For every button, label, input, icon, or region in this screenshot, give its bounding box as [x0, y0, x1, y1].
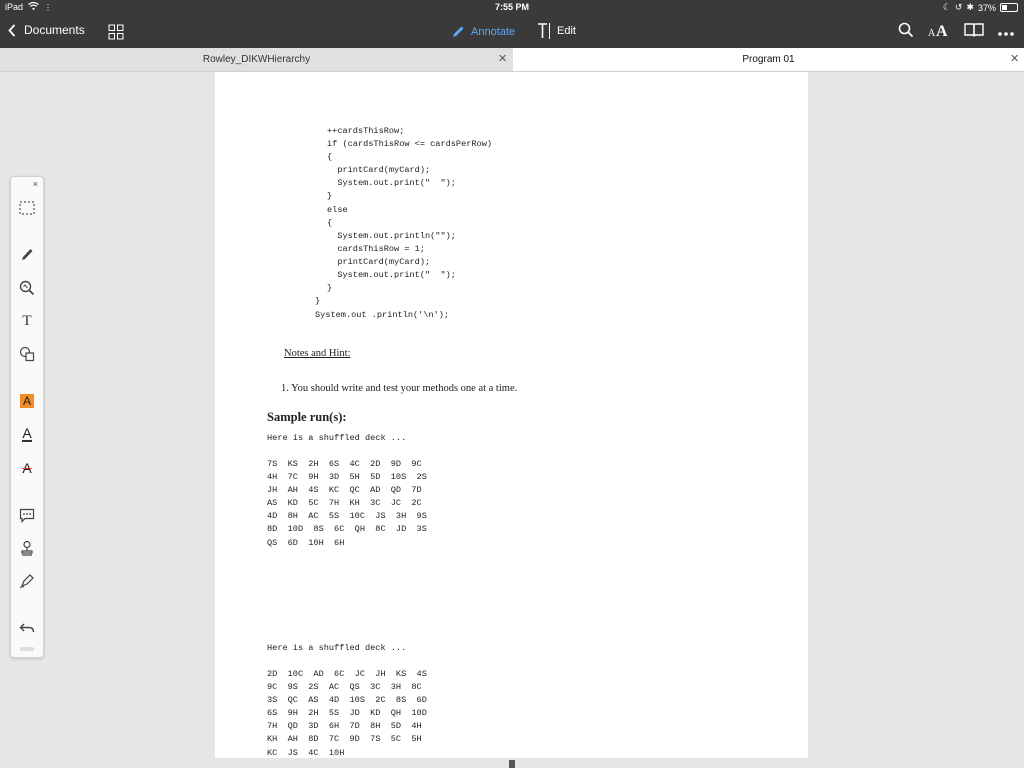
- pdf-page[interactable]: [215, 72, 808, 762]
- highlight-icon: A: [20, 394, 34, 408]
- more-icon: [998, 31, 1014, 37]
- comment-icon: [19, 508, 35, 523]
- page-scroll-indicator[interactable]: [509, 760, 515, 768]
- annotation-palette: [10, 176, 44, 658]
- code-line: }: [315, 296, 321, 306]
- search-icon: [898, 22, 914, 38]
- deck-row: 7H QD 3D 6H 7D 8H 5D 4H: [267, 721, 422, 731]
- undo-button[interactable]: [11, 617, 43, 639]
- strikethrough-icon: A: [22, 460, 32, 476]
- thumbnail-grid-button[interactable]: [108, 24, 124, 40]
- deck-row: QS 6D 10H 6H: [267, 538, 345, 548]
- device-label: iPad: [5, 2, 24, 12]
- documents-label: Documents: [24, 23, 85, 37]
- code-line: printCard(myCard);: [327, 257, 431, 267]
- code-line: System.out.println("");: [327, 231, 456, 241]
- reading-mode-button[interactable]: [964, 22, 984, 43]
- highlight-tool[interactable]: [11, 390, 43, 412]
- edit-button[interactable]: [537, 22, 576, 40]
- deck-row: 9C 9S 2S AC QS 3C 3H 8C: [267, 682, 422, 692]
- palette-close-button[interactable]: [11, 177, 43, 191]
- chevron-left-icon: [8, 24, 16, 37]
- toolbar-right: [898, 22, 1014, 43]
- code-line: System.out .println('\n');: [315, 310, 450, 320]
- battery-icon: [1000, 3, 1018, 12]
- deck-row: 3S QC AS 4D 10S 2C 8S 6D: [267, 695, 427, 705]
- battery-percent: 37%: [977, 2, 996, 13]
- palette-resize-handle[interactable]: [20, 647, 34, 651]
- annotate-button[interactable]: [451, 25, 515, 39]
- signature-tool[interactable]: [11, 570, 43, 592]
- magnifier-tool[interactable]: [11, 277, 43, 299]
- comment-tool[interactable]: [11, 504, 43, 526]
- book-icon: [964, 22, 984, 38]
- deck-row: KH AH 8D 7C 9D 7S 5C 5H: [267, 734, 422, 744]
- close-icon: ×: [32, 179, 38, 189]
- code-line: System.out.print(" ");: [327, 270, 456, 280]
- shape-tool[interactable]: [11, 343, 43, 365]
- code-line: cardsThisRow = 1;: [327, 244, 425, 254]
- document-tabs: [0, 48, 1024, 72]
- deck-row: 4H 7C 9H 3D 5H 5D 10S 2S: [267, 472, 427, 482]
- app-toolbar: [0, 16, 1024, 48]
- tab-label: Program 01: [742, 54, 795, 65]
- marquee-select-icon: [19, 201, 35, 215]
- clock: 7:55 PM: [494, 2, 529, 12]
- deck-row: 2D 10C AD 6C JC JH KS 4S: [267, 669, 427, 679]
- deck-row: 8D 10D 8S 6C QH 8C JD 3S: [267, 524, 427, 534]
- code-line: }: [327, 283, 333, 293]
- undo-icon: [19, 622, 35, 634]
- annotate-label: Annotate: [471, 26, 516, 38]
- code-line: {: [327, 218, 333, 228]
- text-cursor-icon: [537, 22, 551, 40]
- text-size-icon: [928, 22, 950, 38]
- signature-pen-icon: [19, 573, 35, 589]
- battery-fill: [1002, 5, 1007, 10]
- code-line: }: [327, 191, 333, 201]
- status-bar: [0, 0, 1024, 16]
- underline-icon: A: [22, 424, 32, 441]
- text-size-button[interactable]: [928, 22, 950, 43]
- more-button[interactable]: [998, 24, 1014, 42]
- close-icon[interactable]: ✕: [498, 53, 508, 65]
- code-line: {: [327, 152, 333, 162]
- code-line: printCard(myCard);: [327, 165, 431, 175]
- deck-row: 4D 8H AC 5S 10C JS 3H 9S: [267, 511, 427, 521]
- run-intro: Here is a shuffled deck ...: [267, 643, 407, 653]
- status-right: [943, 2, 1018, 13]
- tab-program-01[interactable]: [513, 48, 1024, 71]
- hint-item: 1. You should write and test your methods one at a time.: [281, 383, 518, 394]
- edit-label: Edit: [557, 25, 576, 37]
- orientation-lock-icon: ↺: [954, 2, 963, 12]
- text-tool-icon: T: [22, 312, 32, 329]
- close-icon[interactable]: ✕: [1010, 53, 1020, 65]
- deck-row: KC JS 4C 10H: [267, 748, 345, 758]
- magnifier-icon: [19, 280, 35, 296]
- moon-icon: ☾: [942, 2, 951, 12]
- pen-icon: [20, 246, 34, 262]
- documents-back-button[interactable]: [8, 23, 85, 37]
- deck-row: 6S 9H 2H 5S JD KD QH 10D: [267, 708, 427, 718]
- run-intro: Here is a shuffled deck ...: [267, 433, 407, 443]
- underline-tool[interactable]: [11, 423, 43, 445]
- deck-row: AS KD 5C 7H KH 3C JC 2C: [267, 498, 422, 508]
- svg-text:A: A: [928, 28, 936, 38]
- search-button[interactable]: [898, 22, 914, 43]
- text-tool[interactable]: [11, 310, 43, 332]
- activity-icon: ⋮: [44, 2, 53, 12]
- stamp-icon: [20, 540, 34, 556]
- grid-icon: [108, 24, 124, 40]
- tab-rowley-dikw[interactable]: [0, 48, 513, 71]
- code-line: if (cardsThisRow <= cardsPerRow): [327, 139, 493, 149]
- code-line: System.out.print(" ");: [327, 178, 456, 188]
- tab-label: Rowley_DIKWHierarchy: [202, 54, 311, 65]
- pencil-icon: [451, 25, 465, 39]
- notes-heading: Notes and Hint:: [284, 348, 351, 359]
- deck-row: 7S KS 2H 6S 4C 2D 9D 9C: [267, 459, 422, 469]
- deck-row: JH AH 4S KC QC AD QD 7D: [267, 485, 422, 495]
- code-line: ++cardsThisRow;: [327, 126, 405, 136]
- code-line: else: [327, 205, 348, 215]
- pen-tool[interactable]: [11, 243, 43, 265]
- stamp-tool[interactable]: [11, 537, 43, 559]
- select-tool[interactable]: [11, 197, 43, 219]
- sample-heading: Sample run(s):: [267, 410, 347, 424]
- shapes-icon: [19, 346, 35, 362]
- svg-text:A: A: [936, 23, 948, 38]
- strikethrough-tool[interactable]: [11, 457, 43, 479]
- bluetooth-icon: ✱: [966, 2, 974, 12]
